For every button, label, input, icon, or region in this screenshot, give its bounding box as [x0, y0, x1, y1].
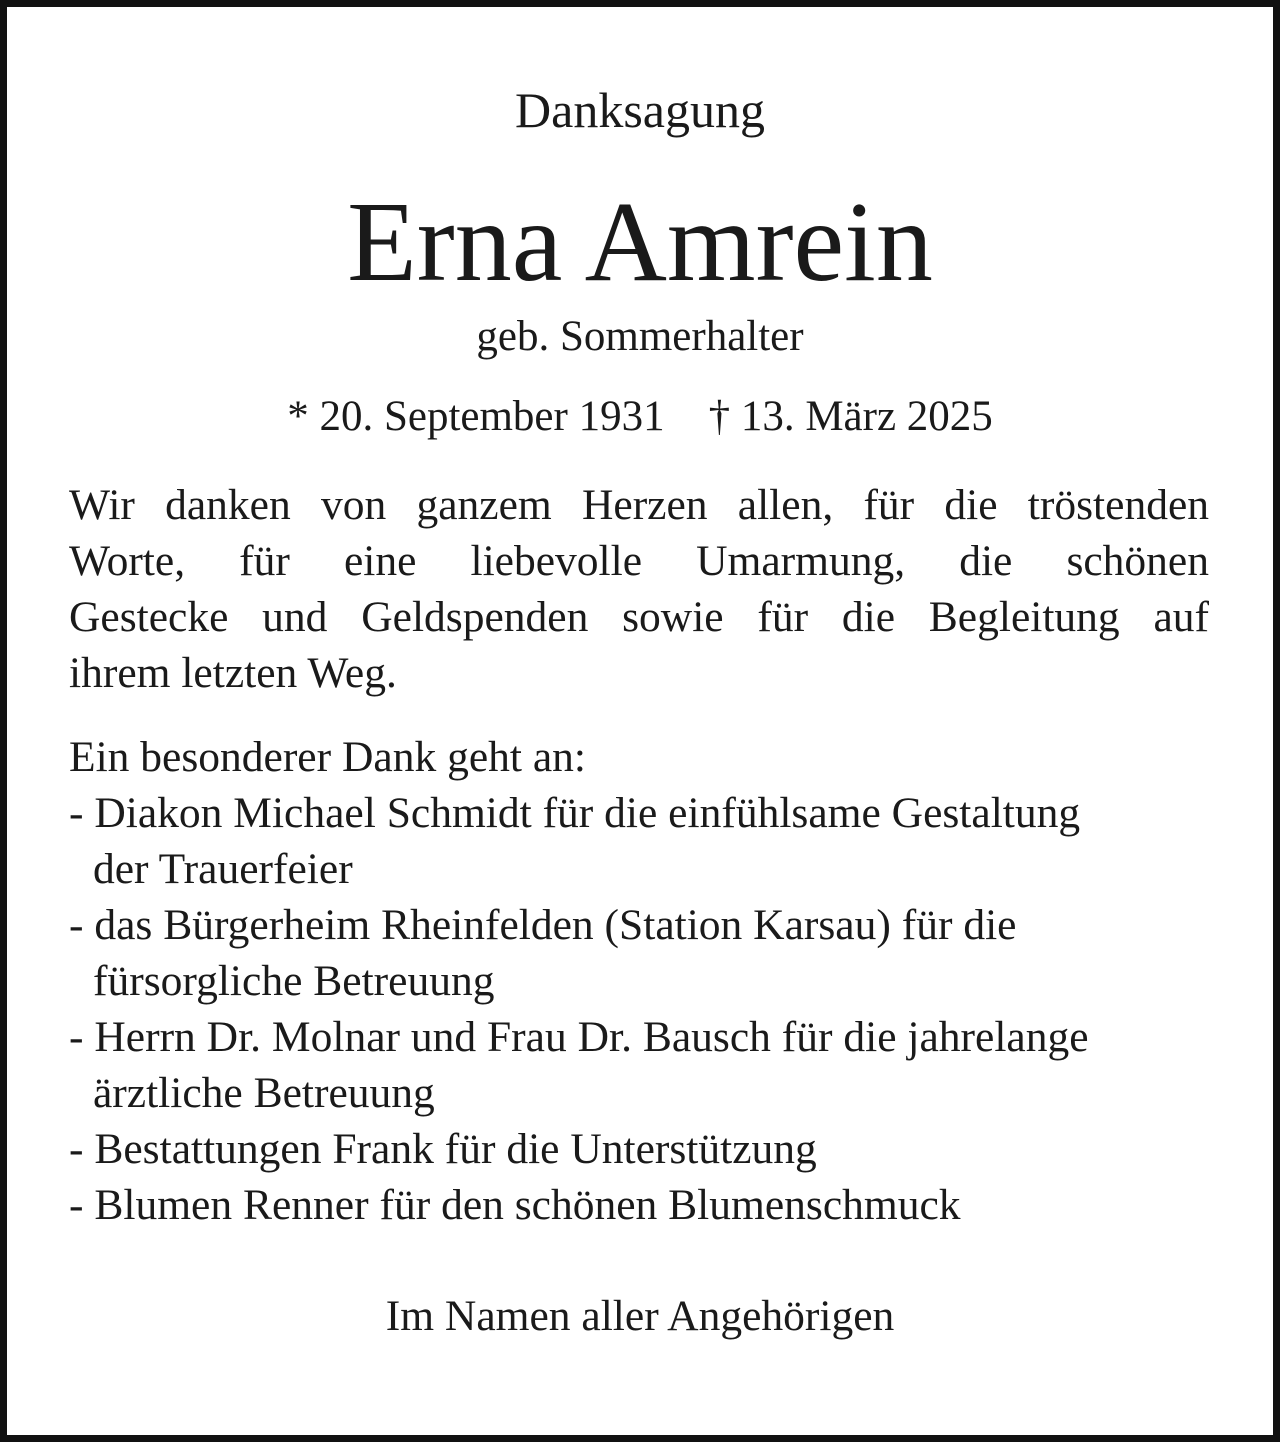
list-item: - Blumen Renner für den schönen Blumenschmuck: [69, 1181, 961, 1229]
thanks-line: Wir danken von ganzem Herzen allen, für die tröstenden: [69, 481, 1209, 529]
death-date: † 13. März 2025: [708, 393, 993, 440]
notice-heading: Danksagung: [515, 82, 765, 138]
maiden-name: geb. Sommerhalter: [476, 313, 804, 360]
deceased-name: Erna Amrein: [347, 178, 933, 305]
closing-signature: Im Namen aller Angehörigen: [385, 1292, 895, 1340]
thanks-paragraph: [69, 477, 1209, 701]
special-thanks-intro: Ein besonderer Dank geht an:: [69, 733, 586, 781]
birth-date: * 20. September 1931: [287, 393, 665, 440]
list-item-continuation: der Trauerfeier: [93, 845, 353, 893]
list-item-continuation: fürsorgliche Betreuung: [93, 957, 495, 1005]
list-item: - Diakon Michael Schmidt für die einfühlsame Gestaltung: [69, 789, 1081, 837]
thanks-line: ihrem letzten Weg.: [69, 649, 397, 697]
list-item: - Bestattungen Frank für die Unterstützung: [69, 1125, 817, 1173]
special-thanks-list: [69, 729, 1209, 1233]
list-item: - Herrn Dr. Molnar und Frau Dr. Bausch für die jahrelange: [69, 1013, 1089, 1061]
thanks-line: Gestecke und Geldspenden sowie für die Begleitung auf: [69, 593, 1209, 641]
life-dates: [7, 395, 1273, 438]
list-item-continuation: ärztliche Betreuung: [93, 1069, 435, 1117]
thanks-line: Worte, für eine liebevolle Umarmung, die schönen: [69, 537, 1209, 585]
list-item: - das Bürgerheim Rheinfelden (Station Karsau) für die: [69, 901, 1017, 949]
